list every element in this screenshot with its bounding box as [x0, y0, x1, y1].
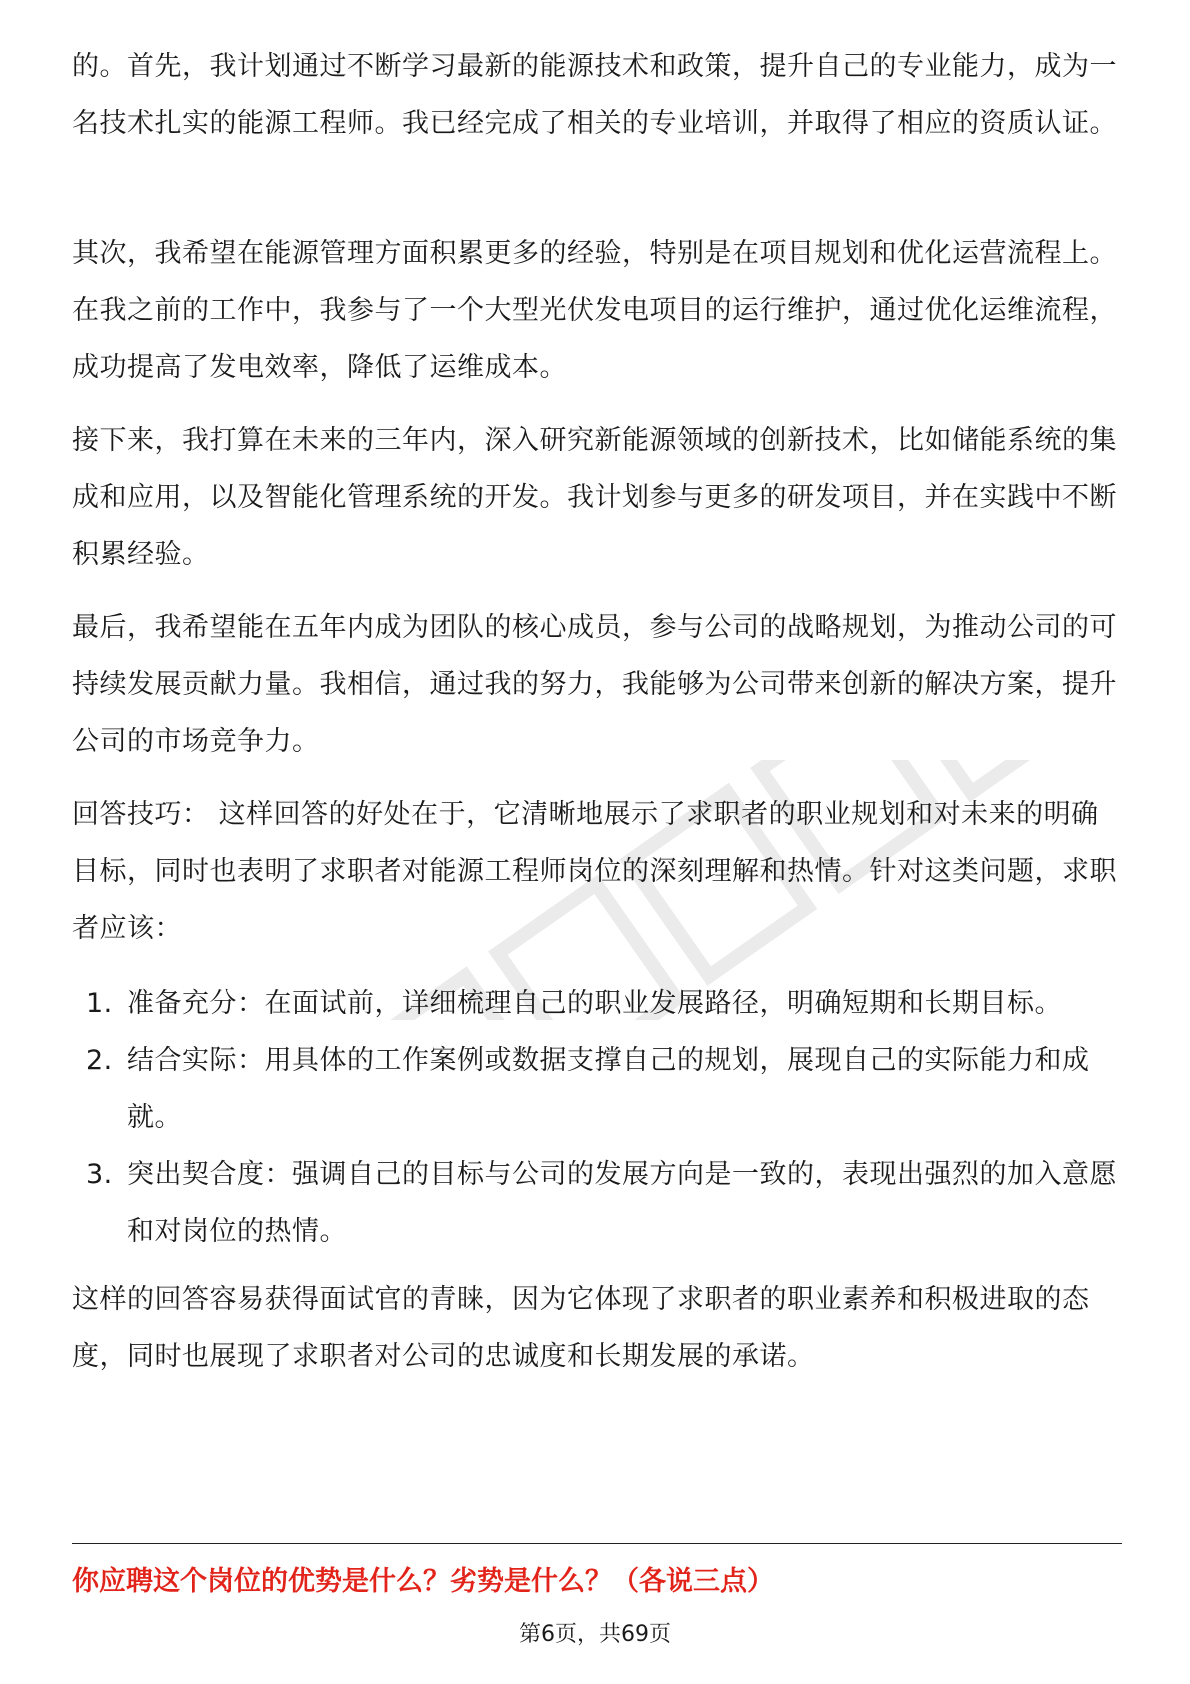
list-text: 结合实际：用具体的工作案例或数据支撑自己的规划，展现自己的实际能力和成就。 [127, 1045, 1090, 1133]
list-item [72, 975, 1122, 1032]
list-number: 3. [86, 1159, 113, 1190]
paragraph-1: 的。首先，我计划通过不断学习最新的能源技术和政策，提升自己的专业能力，成为一名技术扎实的能源工程师。我已经完成了相关的专业培训，并取得了相应的资质认证。 [72, 51, 1117, 139]
list-text: 准备充分：在面试前，详细梳理自己的职业发展路径，明确短期和长期目标。 [127, 988, 1062, 1019]
paragraph-4: 最后，我希望能在五年内成为团队的核心成员，参与公司的战略规划，为推动公司的可持续发展贡献力量。我相信，通过我的努力，我能够为公司带来创新的解决方案，提升公司的市场竞争力。 [72, 612, 1117, 757]
conclusion-paragraph: 这样的回答容易获得面试官的青睐，因为它体现了求职者的职业素养和积极进取的态度，同时也展现了求职者对公司的忠诚度和长期发展的承诺。 [72, 1284, 1090, 1372]
paragraph-2: 其次，我希望在能源管理方面积累更多的经验，特别是在项目规划和优化运营流程上。在我之前的工作中，我参与了一个大型光伏发电项目的运行维护，通过优化运维流程，成功提高了发电效率，降低了运维成本。 [72, 238, 1117, 383]
tips-list [72, 975, 1122, 1260]
next-question-heading: 你应聘这个岗位的优势是什么？劣势是什么？（各说三点） [72, 1566, 774, 1597]
list-item [72, 1146, 1122, 1260]
page-footer: 第6页，共69页 [519, 1622, 671, 1647]
list-number: 2. [86, 1045, 113, 1076]
list-number: 1. [86, 988, 113, 1019]
paragraph-3: 接下来，我打算在未来的三年内，深入研究新能源领域的创新技术，比如储能系统的集成和应用，以及智能化管理系统的开发。我计划参与更多的研发项目，并在实践中不断积累经验。 [72, 425, 1117, 570]
list-text: 突出契合度：强调自己的目标与公司的发展方向是一致的，表现出强烈的加入意愿和对岗位的热情。 [127, 1159, 1117, 1247]
section-divider [72, 1543, 1122, 1544]
answer-tips: 回答技巧： 这样回答的好处在于，它清晰地展示了求职者的职业规划和对未来的明确目标，同时也表明了求职者对能源工程师岗位的深刻理解和热情。针对这类问题，求职者应该： [72, 799, 1117, 944]
list-item [72, 1032, 1122, 1146]
